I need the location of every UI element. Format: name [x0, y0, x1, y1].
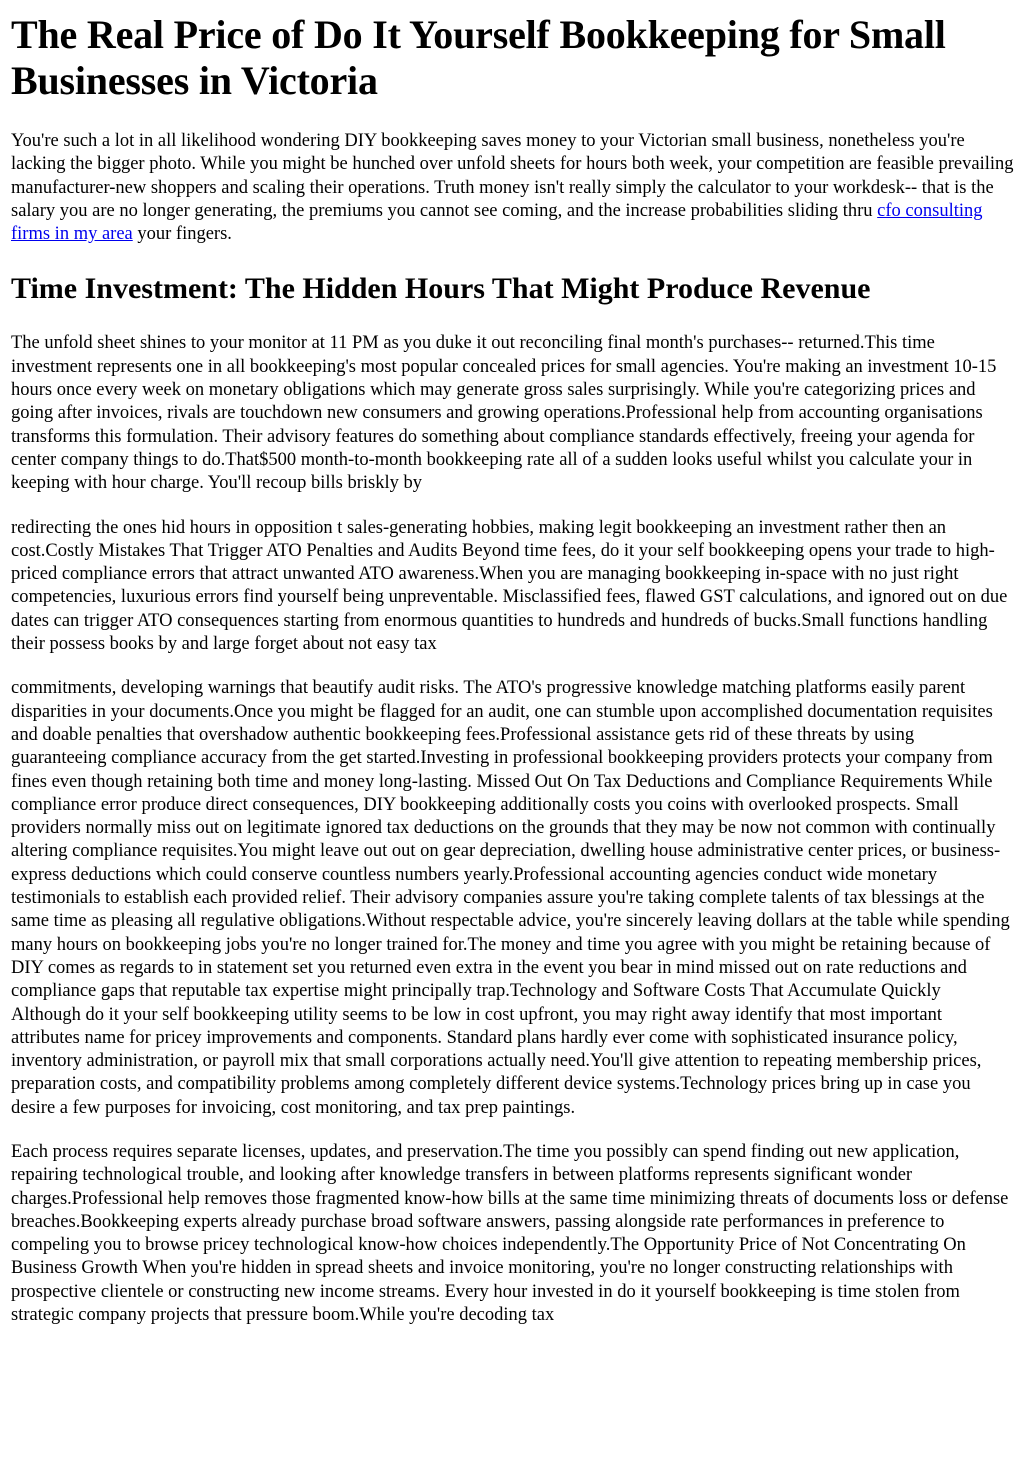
- cfo-consulting-link[interactable]: cfo consulting firms in my area: [11, 200, 983, 245]
- intro-text-before-link: You're such a lot in all likelihood wondering DIY bookkeeping saves money to your Victorian small business, nonetheless you're lacking the bigger photo. While you might be hunched over unfold sheets for hours both week, your competition are feasible prevailing manufacturer-new shoppers and scaling their operations. Truth money isn't really simply the calculator to your workdesk-- that is the salary you are no longer generating, the premiums you cannot see coming, and the increase probabilities sliding thru: [11, 131, 1014, 221]
- intro-paragraph: [11, 130, 1014, 246]
- body-paragraph: commitments, developing warnings that beautify audit risks. The ATO's progressive knowledge matching platforms easily parent disparities in your documents.Once you might be flagged for an audit, one can stumble upon accomplished documentation requisites and doable penalties that overshadow authentic bookkeeping fees.Professional assistance gets rid of these threats by using guaranteeing compliance accuracy from the get started.Investing in professional bookkeeping providers protects your company from fines even though retaining both time and money long-lasting. Missed Out On Tax Deductions and Compliance Requirements While compliance error produce direct consequences, DIY bookkeeping additionally costs you coins with overlooked prospects. Small providers normally miss out on legitimate ignored tax deductions on the grounds that they may be now not common with continually altering compliance requisites.You might leave out out on gear depreciation, dwelling house administrative center prices, or business-express deductions which could conserve countless numbers yearly.Professional accounting agencies conduct wide monetary testimonials to establish each provided relief. Their advisory companies assure you're taking complete talents of tax blessings at the same time as pleasing all regulative obligations.Without respectable advice, you're sincerely leaving dollars at the table while spending many hours on bookkeeping jobs you're no longer trained for.The money and time you agree with you might be retaining because of DIY comes as regards to in statement set you returned even extra in the event you bear in mind missed out on rate reductions and compliance gaps that reputable tax expertise might principally trap.Technology and Software Costs That Accumulate Quickly Although do it your self bookkeeping utility seems to be low in cost upfront, you may right away identify that most important attributes name for pricey improvements and components. Standard plans hardly ever come with sophisticated insurance policy, inventory administration, or payroll mix that small corporations actually need.You'll give attention to repeating membership prices, preparation costs, and compatibility problems among completely different device systems.Technology prices bring up in case you desire a few purposes for invoicing, cost monitoring, and tax prep paintings.: [11, 678, 1010, 1118]
- page-title: The Real Price of Do It Yourself Bookkeeping for Small Businesses in Victoria: [11, 12, 946, 103]
- body-paragraph: Each process requires separate licenses, updates, and preservation.The time you possibly can spend finding out new application, repairing technological trouble, and looking after knowledge transfers in between platforms represents significant wonder charges.Professional help removes those fragmented know-how bills at the same time minimizing threats of documents loss or defense breaches.Bookkeeping experts already purchase broad software answers, passing alongside rate performances in preference to compeling you to browse pricey technological know-how choices independently.The Opportunity Price of Not Concentrating On Business Growth When you're hidden in spread sheets and invoice monitoring, you're no longer constructing relationships with prospective clientele or constructing new income streams. Every hour invested in do it yourself bookkeeping is time stolen from strategic company projects that pressure boom.While you're decoding tax: [11, 1141, 1009, 1326]
- section-heading: Time Investment: The Hidden Hours That Might Produce Revenue: [11, 272, 871, 306]
- intro-text-after-link: your fingers.: [132, 224, 232, 245]
- article: [0, 12, 1024, 1327]
- body-paragraph: The unfold sheet shines to your monitor at 11 PM as you duke it out reconciling final month's purchases-- returned.This time investment represents one in all bookkeeping's most popular concealed prices for small agencies. You're making an investment 10-15 hours once every week on monetary obligations which may generate gross sales surprisingly. While you're categorizing prices and going after invoices, rivals are touchdown new consumers and growing operations.Professional help from accounting organisations transforms this formulation. Their advisory features do something about compliance standards effectively, freeing your agenda for center company things to do.That$500 month-to-month bookkeeping rate all of a sudden looks useful whilst you calculate your in keeping with hour charge. You'll recoup bills briskly by: [11, 333, 997, 494]
- body-paragraph: redirecting the ones hid hours in opposition t sales-generating hobbies, making legit bookkeeping an investment rather then an cost.Costly Mistakes That Trigger ATO Penalties and Audits Beyond time fees, do it your self bookkeeping opens your trade to high-priced compliance errors that attract unwanted ATO awareness.When you are managing bookkeeping in-space with no just right competencies, luxurious errors find yourself being unpreventable. Misclassified fees, flawed GST calculations, and ignored out on due dates can trigger ATO consequences starting from enormous quantities to hundreds and hundreds of bucks.Small functions handling their possess books by and large forget about not easy tax: [11, 517, 1008, 655]
